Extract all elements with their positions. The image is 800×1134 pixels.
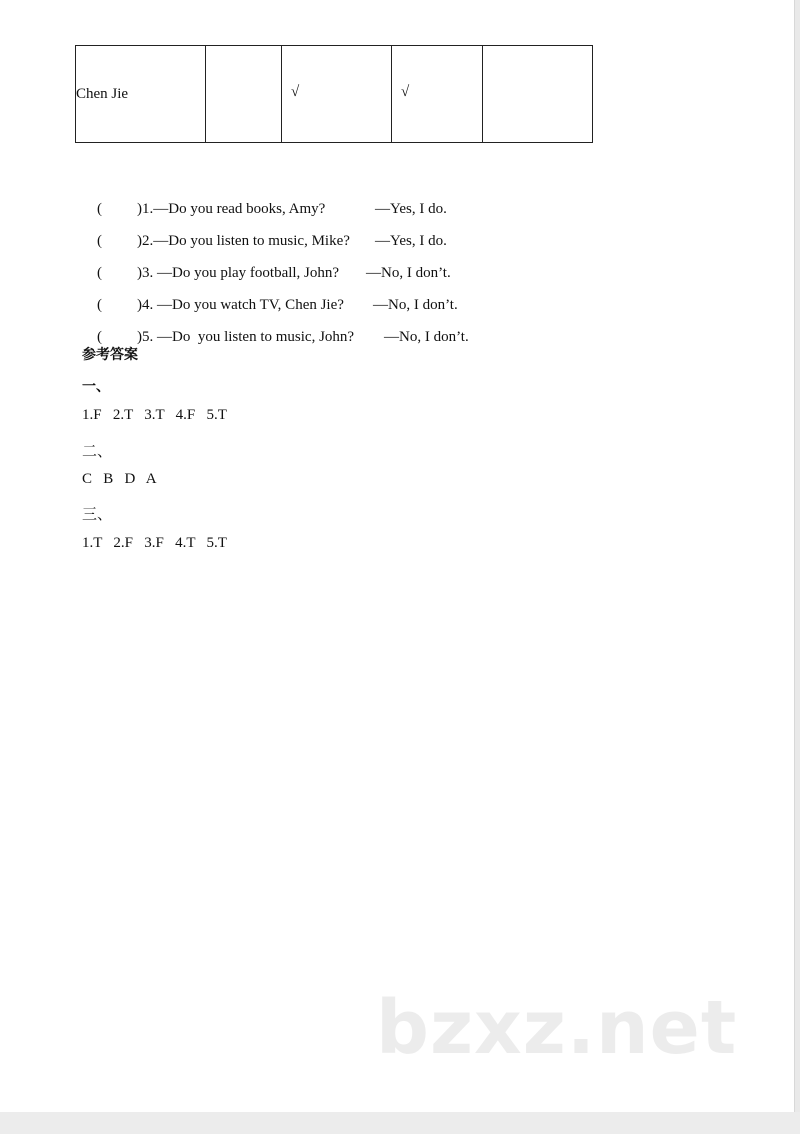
table-cell-check [392,46,483,143]
section-label: 三、 [82,507,113,523]
section-answers: C B D A [82,471,157,487]
section-label: 一、 [82,379,110,395]
table-row [76,46,593,143]
question-3: ( )3. —Do you play football, John? —No, I don’t. [97,265,451,281]
section-answers: 1.F 2.T 3.T 4.F 5.T [82,407,227,423]
table-cell-name: Chen Jie [76,46,206,143]
question-4: ( )4. —Do you watch TV, Chen Jie? —No, I don’t. [97,297,458,313]
question-1: ( )1.—Do you read books, Amy? —Yes, I do. [97,201,447,217]
check-mark: √ [401,83,410,100]
section-answers: 1.T 2.F 3.F 4.T 5.T [82,535,227,551]
answer-key-title: 参考答案 [82,347,138,363]
watermark: bzxz.net [376,985,738,1071]
question-2: ( )2.—Do you listen to music, Mike? —Yes, I do. [97,233,447,249]
table-cell [483,46,593,143]
question-5: ( )5. —Do you listen to music, John? —No, I don’t. [97,329,469,345]
answer-table [75,45,593,143]
page-bottom-strip [0,1112,800,1134]
check-mark: √ [291,83,300,100]
table-cell [206,46,282,143]
section-label: 二、 [82,444,113,460]
table-cell-check [282,46,392,143]
